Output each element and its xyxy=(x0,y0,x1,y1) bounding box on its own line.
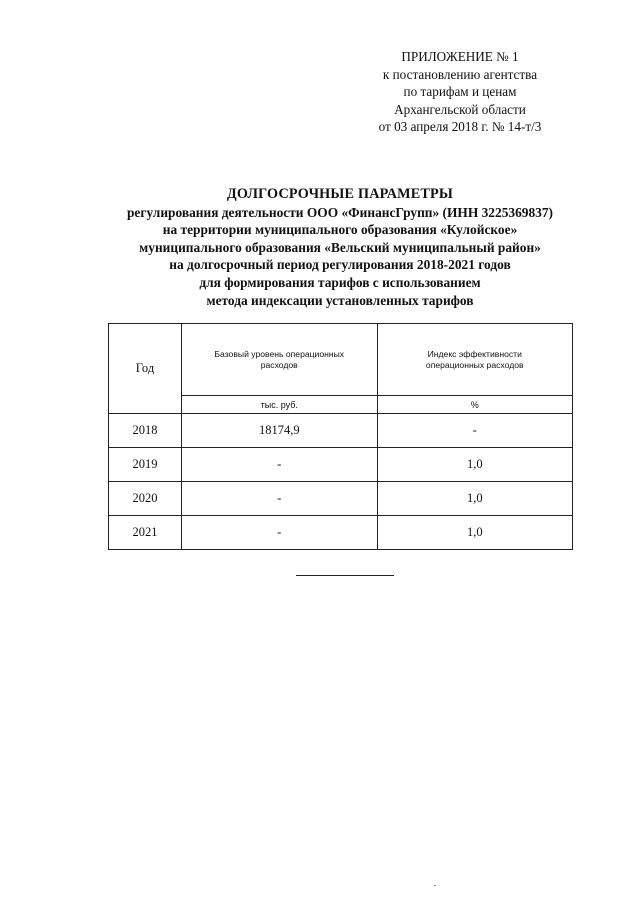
cell-efficiency-index: 1,0 xyxy=(377,516,573,550)
scan-speck xyxy=(434,885,436,886)
appendix-date-line: от 03 апреля 2018 г. № 14-т/3 xyxy=(378,119,542,134)
document-title xyxy=(60,186,620,309)
cell-base-level: - xyxy=(182,482,378,516)
title-main: ДОЛГОСРОЧНЫЕ ПАРАМЕТРЫ xyxy=(226,186,454,202)
title-line: на долгосрочный период регулирования 2018-2021 годов xyxy=(169,257,511,273)
header-year: Год xyxy=(109,324,182,414)
title-line: метода индексации установленных тарифов xyxy=(206,292,474,308)
title-line: муниципального образования «Вельский муниципальный район» xyxy=(139,239,541,255)
unit-base-level: тыс. руб. xyxy=(182,396,378,414)
table-row xyxy=(109,482,573,516)
table-row xyxy=(109,448,573,482)
title-line: на территории муниципального образования «Кулойское» xyxy=(162,222,518,238)
appendix-header xyxy=(330,48,590,136)
cell-efficiency-index: 1,0 xyxy=(377,448,573,482)
cell-base-level: - xyxy=(182,516,378,550)
table-row xyxy=(109,414,573,448)
appendix-ref-line: по тарифам и ценам xyxy=(403,84,517,99)
table-header-row xyxy=(109,324,573,396)
cell-year: 2019 xyxy=(109,448,182,482)
cell-efficiency-index: 1,0 xyxy=(377,482,573,516)
parameters-table xyxy=(108,323,573,550)
cell-year: 2020 xyxy=(109,482,182,516)
header-efficiency-index xyxy=(377,324,573,396)
title-line: для формирования тарифов с использованием xyxy=(199,274,481,290)
cell-year: 2021 xyxy=(109,516,182,550)
cell-efficiency-index: - xyxy=(377,414,573,448)
cell-base-level: - xyxy=(182,448,378,482)
header-base-level-text: Базовый уровень операционных расходов xyxy=(214,348,345,370)
title-line: регулирования деятельности ООО «ФинансГрупп» (ИНН 3225369837) xyxy=(126,204,554,220)
appendix-ref-line: Архангельской области xyxy=(394,101,526,117)
header-efficiency-index-text: Индекс эффективности операционных расходов xyxy=(425,348,524,370)
cell-base-level: 18174,9 xyxy=(182,414,378,448)
table-row xyxy=(109,516,573,550)
unit-efficiency-index: % xyxy=(377,396,573,414)
header-base-level xyxy=(182,324,378,396)
appendix-ref-line: к постановлению агентства xyxy=(382,66,538,82)
cell-year: 2018 xyxy=(109,414,182,448)
end-divider-line xyxy=(296,575,394,576)
appendix-number: ПРИЛОЖЕНИЕ № 1 xyxy=(401,49,519,64)
